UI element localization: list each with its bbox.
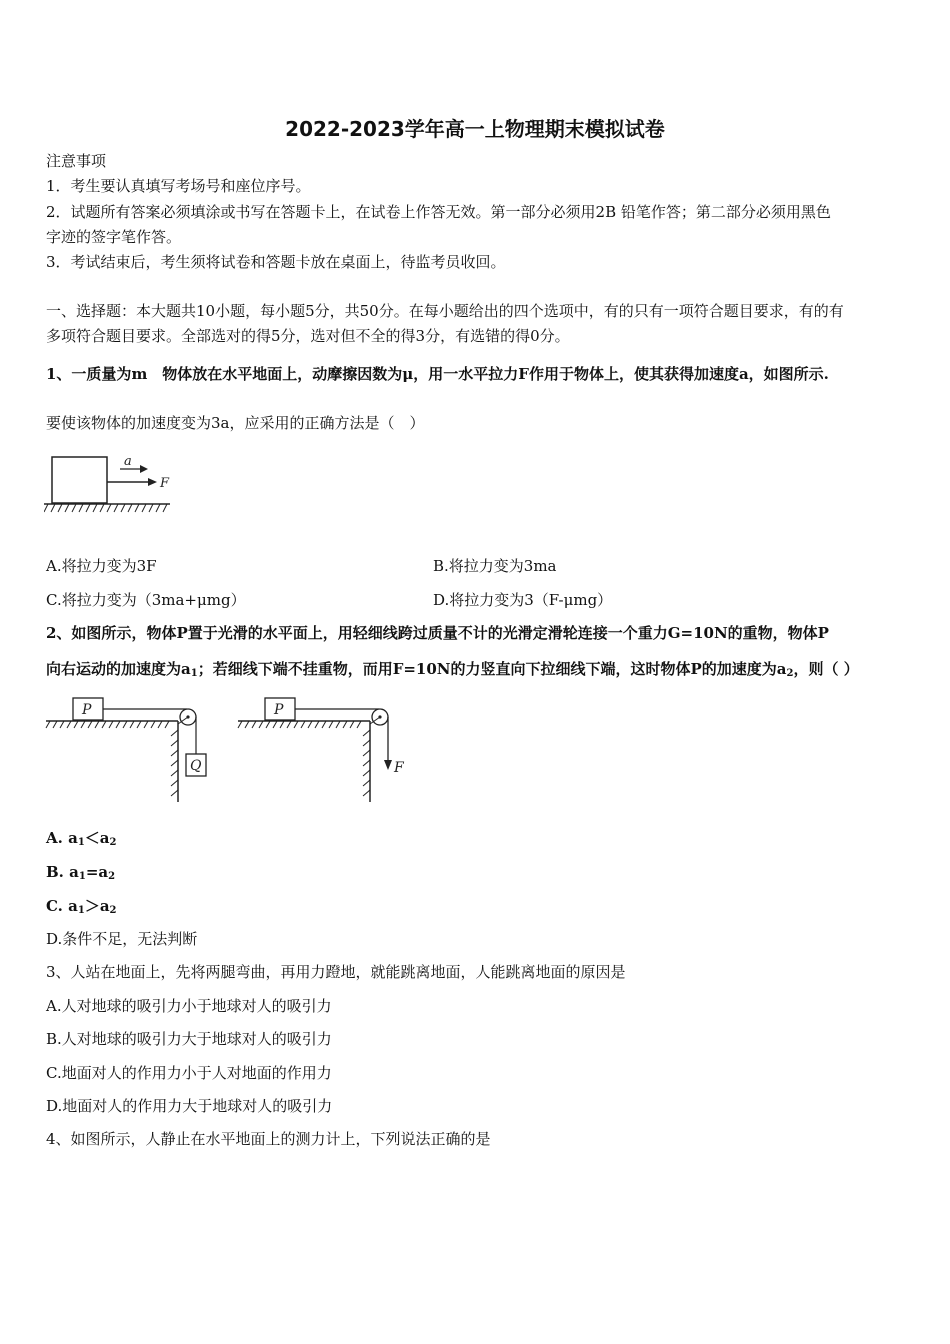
weight-q-label: Q [190,758,202,774]
q2-option-a: A. $a_1<a_2$ [46,829,117,848]
force-arrowhead [384,760,392,770]
q1-stem: 1、一质量为m 物体放在水平地面上，动摩擦因数为μ，用一水平拉力F作用于物体上，使其获得加速度a，如图所示. [46,365,829,383]
force-label: F [160,476,170,491]
q1-option-c: C.将拉力变为（3ma+μmg） [46,591,246,609]
q3-option-a: A.人对地球的吸引力小于地球对人的吸引力 [46,997,332,1015]
q2-option-b: B. $a_1=a_2$ [46,863,116,882]
block-p-label: P [274,702,284,718]
q3-option-c: C.地面对人的作用力小于人对地面的作用力 [46,1064,332,1082]
q2-stem-cont: 向右运动的加速度为$a_1$；若细线下端不挂重物，而用F=10N的力竖直向下拉细线下端，这时物体P的加速度为$a_2$，则（ ） [46,660,859,679]
table-hatch [238,721,361,728]
notice-item-2: 2．试题所有答案必须填涂或书写在答题卡上，在试卷上作答无效。第一部分必须用2B 铅笔作答；第二部分必须用黑色 [46,203,831,221]
notice-heading: 注意事项 [46,152,107,170]
q1-option-d: D.将拉力变为3（F-μmg） [433,591,613,609]
q2-figure-left [44,694,224,806]
q3-option-b: B.人对地球的吸引力大于地球对人的吸引力 [46,1030,332,1048]
q2-option-d: D.条件不足，无法判断 [46,930,198,948]
q1-stem-cont: 要使该物体的加速度变为3a，应采用的正确方法是（ ） [46,414,425,432]
block [52,457,107,503]
accel-arrowhead [140,465,148,473]
section-instructions-cont: 多项符合题目要求。全部选对的得5分，选对但不全的得3分，有选错的得0分。 [46,327,570,345]
page-title: 2022-2023学年高一上物理期末模拟试卷 [285,117,665,141]
force-label: F [394,760,404,776]
q3-option-d: D.地面对人的作用力大于地球对人的吸引力 [46,1097,333,1115]
section-instructions: 一、选择题：本大题共10小题，每小题5分，共50分。在每小题给出的四个选项中，有的只有一项符合题目要求，有的有 [46,302,844,320]
notice-item-2-cont: 字迹的签字笔作答。 [46,228,182,246]
q2-stem: 2、如图所示，物体P置于光滑的水平面上，用轻细线跨过质量不计的光滑定滑轮连接一个重力G=10N的重物，物体P [46,624,829,642]
q2-option-c: C. $a_1>a_2$ [46,897,117,916]
q1-option-a: A.将拉力变为3F [46,557,157,575]
table-hatch [46,721,169,728]
q4-stem: 4、如图所示，人静止在水平地面上的测力计上，下列说法正确的是 [46,1130,491,1148]
leg-hatch [171,730,178,796]
notice-item-1: 1．考生要认真填写考场号和座位序号。 [46,177,311,195]
accel-label: a [124,454,132,469]
leg-hatch [363,730,370,796]
block-p-label: P [82,702,92,718]
force-arrowhead [148,478,157,486]
ground-hatch [44,504,167,512]
q1-figure [44,450,174,518]
q2-figure-right [236,694,416,806]
q3-stem: 3、人站在地面上，先将两腿弯曲，再用力蹬地，就能跳离地面，人能跳离地面的原因是 [46,963,626,981]
q1-option-b: B.将拉力变为3ma [433,557,557,575]
notice-item-3: 3．考试结束后，考生须将试卷和答题卡放在桌面上，待监考员收回。 [46,253,506,271]
